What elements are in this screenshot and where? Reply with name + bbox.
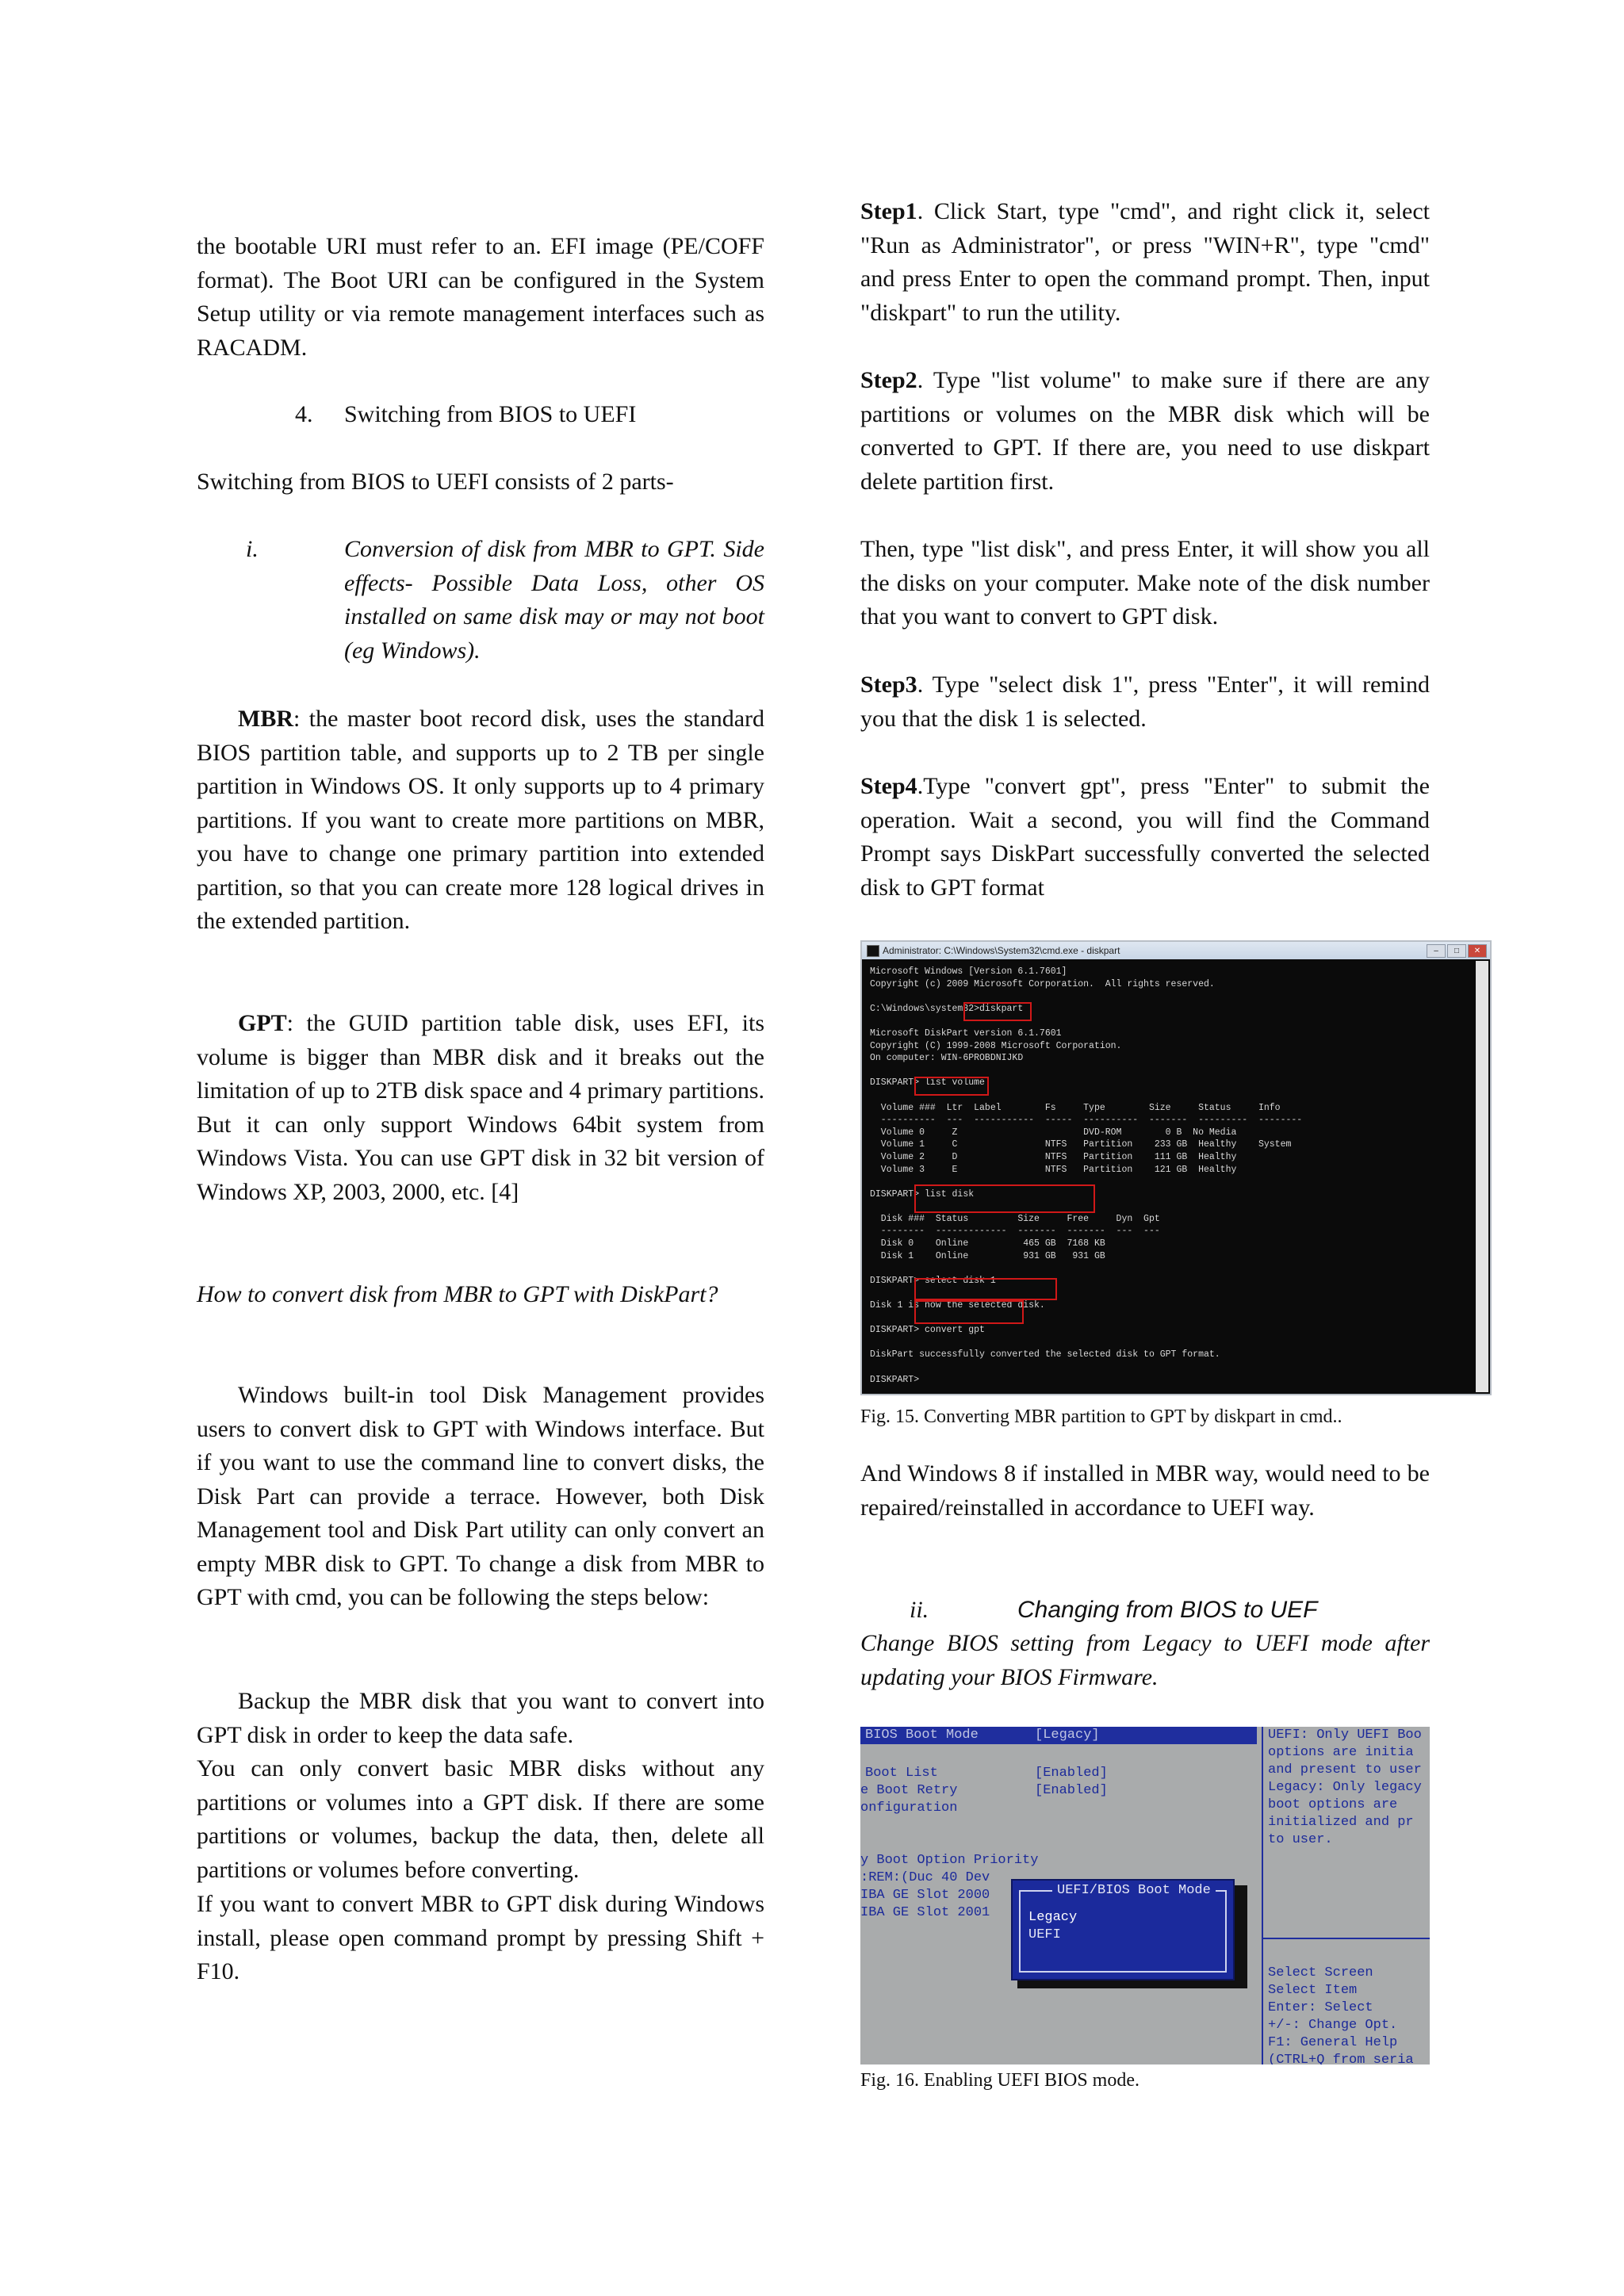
bios-help-line: initialized and pr <box>1268 1815 1414 1830</box>
cmd-title-bar <box>862 942 1490 959</box>
cmd-line: -------- ------------- ------- ------- --- --- <box>870 1226 1160 1237</box>
cmd-line <box>870 990 1471 1003</box>
bios-keys-text <box>1268 1965 1414 2064</box>
list-item-conversion: Conversion of disk from MBR to GPT. Side effects- Possible Data Loss, other OS installed on same disk may or may not boot (eg Windows). <box>344 536 764 664</box>
cmd-line: On computer: WIN-6PROBDNIJKD <box>870 1053 1024 1064</box>
step3 <box>860 668 1430 736</box>
step1-text: . Click Start, type "cmd", and right click it, select "Run as Administrator", or press "WIN+R", type "cmd" and press Enter to open the command prompt. Then, input "diskpart" to run the utility. <box>860 198 1430 326</box>
cmd-line: DISKPART> select disk 1 <box>870 1275 996 1286</box>
paragraph-mbr <box>197 702 764 939</box>
cmd-line: Disk 1 is now the selected disk. <box>870 1300 1045 1311</box>
bios-priority-item: IBA GE Slot 2000 <box>860 1888 990 1903</box>
bios-help-line: UEFI: Only UEFI Boo <box>1268 1728 1422 1743</box>
cmd-line: DISKPART> list volume <box>870 1077 985 1089</box>
bios-help-text <box>1268 1727 1422 1849</box>
highlight-select-disk <box>914 1278 1057 1300</box>
section-title: Switching from BIOS to UEFI <box>344 401 637 427</box>
bios-help-sidebar <box>1262 1727 1430 2064</box>
list-item-title-ii: Changing from BIOS to UEF <box>1017 1597 1318 1623</box>
cmd-line <box>870 1361 1471 1374</box>
bios-header-label: BIOS Boot Mode <box>865 1728 979 1743</box>
bios-key-line: Select Screen <box>1268 1965 1373 1980</box>
cmd-icon <box>867 945 879 957</box>
bios-help-line: options are initia <box>1268 1745 1414 1760</box>
paragraph-parts: Switching from BIOS to UEFI consists of 2 parts- <box>197 469 674 495</box>
cmd-line: Disk ### Status Size Free Dyn Gpt <box>870 1213 1160 1224</box>
minimize-icon[interactable]: – <box>1427 944 1446 958</box>
question-heading: How to convert disk from MBR to GPT with DiskPart? <box>197 1281 718 1307</box>
mbr-text: : the master boot record disk, uses the standard BIOS partition table, and supports up to 2 TB per single partition in Windows OS. It only supports up to 4 primary partitions. If you want to create more partitions on MBR, you have to change one primary partition into extended partition, so that you can create more 128 logical drives in the extended partition. <box>197 706 764 934</box>
cmd-line <box>870 1065 1471 1077</box>
bios-row-value: [Enabled] <box>1035 1766 1108 1781</box>
bios-help-line: boot options are <box>1268 1797 1398 1812</box>
cmd-line: Copyright (C) 1999-2008 Microsoft Corporation. <box>870 1040 1122 1051</box>
bios-help-line: Legacy: Only legacy <box>1268 1780 1422 1795</box>
cmd-line: ---------- --- ----------- ----- ---------- ------- --------- -------- <box>870 1115 1303 1126</box>
paragraph-backup: Backup the MBR disk that you want to convert into GPT disk in order to keep the data safe. <box>197 1688 764 1748</box>
cmd-scrollbar[interactable] <box>1476 961 1488 1392</box>
bios-key-line: Select Item <box>1268 1983 1358 1998</box>
bios-help-line: to user. <box>1268 1832 1333 1847</box>
step1-label: Step1 <box>860 198 917 224</box>
cmd-line: Copyright (c) 2009 Microsoft Corporation. All rights reserved. <box>870 978 1215 989</box>
cmd-line: Microsoft Windows [Version 6.1.7601] <box>870 966 1067 977</box>
paragraph-windows-8: And Windows 8 if installed in MBR way, would need to be repaired/reinstalled in accordance to UEFI way. <box>860 1460 1430 1521</box>
cmd-line: Volume 3 E NTFS Partition 121 GB Healthy <box>870 1164 1237 1175</box>
cmd-line: Volume ### Ltr Label Fs Type Size Status Info <box>870 1102 1281 1113</box>
cmd-line: DISKPART> list disk <box>870 1188 975 1200</box>
highlight-diskpart <box>963 1002 1032 1021</box>
paragraph-basic-disks: You can only convert basic MBR disks without any partitions or volumes into a GPT disk. If there are some partitions or volumes, backup the data, then, delete all partitions or volumes before converting. <box>197 1755 764 1883</box>
maximize-icon[interactable]: □ <box>1447 944 1466 958</box>
cmd-line <box>870 1262 1471 1275</box>
cmd-line: Volume 0 Z DVD-ROM 0 B No Media <box>870 1127 1237 1138</box>
bios-row-label: onfiguration <box>860 1800 958 1816</box>
bios-priority-item: IBA GE Slot 2001 <box>860 1905 990 1920</box>
paragraph-disk-management: Windows built-in tool Disk Management provides users to convert disk to GPT with Windows interface. But if you want to use the command line to convert disks, the Disk Part can provide a terrace. However, both Disk Management tool and Disk Part utility can only convert an empty MBR disk to GPT. To change a disk from MBR to GPT with cmd, you can be following the steps below: <box>197 1382 764 1610</box>
bios-row-label: e Boot Retry <box>860 1783 958 1798</box>
bios-row-label: Boot List <box>865 1766 938 1781</box>
cmd-line: C:\Windows\system32>diskpart <box>870 1003 1024 1014</box>
bios-key-line: (CTRL+Q from seria <box>1268 2053 1414 2064</box>
cmd-line: DISKPART> convert gpt <box>870 1325 985 1336</box>
cmd-title: Administrator: C:\Windows\System32\cmd.exe - diskpart <box>883 945 1120 956</box>
cmd-line: Disk 0 Online 465 GB 7168 KB <box>870 1238 1105 1249</box>
gpt-label: GPT <box>238 1010 287 1036</box>
figure-16-caption: Fig. 16. Enabling UEFI BIOS mode. <box>860 2070 1139 2091</box>
cmd-line: Microsoft DiskPart version 6.1.7601 <box>870 1027 1062 1039</box>
highlight-convert-gpt <box>914 1300 1024 1324</box>
paragraph-list-disk: Then, type "list disk", and press Enter, it will show you all the disks on your computer. Make note of the disk number that you want to convert to GPT disk. <box>860 536 1430 629</box>
step3-label: Step3 <box>860 672 917 698</box>
bios-priority-title: y Boot Option Priority <box>860 1853 1039 1868</box>
mbr-label: MBR <box>238 706 293 732</box>
list-item-bios-setting: Change BIOS setting from Legacy to UEFI mode after updating your BIOS Firmware. <box>860 1630 1430 1690</box>
popup-option-legacy[interactable]: Legacy <box>1028 1910 1078 1925</box>
bios-header-value: [Legacy] <box>1035 1728 1100 1743</box>
bios-priority-item: :REM:(Duc 40 Dev <box>860 1870 990 1885</box>
bios-help-line: and present to user <box>1268 1762 1422 1777</box>
bios-screen-figure <box>860 1727 1430 2064</box>
highlight-list-volume <box>914 1077 989 1096</box>
cmd-line: DiskPart successfully converted the selected disk to GPT format. <box>870 1349 1220 1360</box>
cmd-line: Volume 2 D NTFS Partition 111 GB Healthy <box>870 1151 1237 1162</box>
cmd-line <box>870 1337 1471 1349</box>
step2-label: Step2 <box>860 367 917 393</box>
popup-option-uefi[interactable]: UEFI <box>1028 1927 1061 1942</box>
step3-text: . Type "select disk 1", press "Enter", it will remind you that the disk 1 is selected. <box>860 672 1430 732</box>
cmd-line <box>870 1015 1471 1027</box>
close-icon[interactable]: ✕ <box>1468 944 1487 958</box>
cmd-window-figure <box>860 940 1492 1395</box>
step4-label: Step4 <box>860 773 917 799</box>
cmd-line: Disk 1 Online 931 GB 931 GB <box>870 1250 1105 1261</box>
cmd-line: Volume 1 C NTFS Partition 233 GB Healthy System <box>870 1139 1292 1150</box>
step2-text: . Type "list volume" to make sure if there are any partitions or volumes on the MBR disk which will be converted to GPT. If there are, you need to use diskpart delete partition first. <box>860 367 1430 495</box>
paragraph-windows-install: If you want to convert MBR to GPT disk during Windows install, please open command prompt by pressing Shift + F10. <box>197 1891 764 1984</box>
highlight-list-disk <box>914 1184 1095 1213</box>
step4 <box>860 770 1430 905</box>
paragraph-gpt <box>197 1007 764 1209</box>
bios-key-line: +/-: Change Opt. <box>1268 2018 1398 2033</box>
bios-header <box>860 1727 1257 1744</box>
step4-text: .Type "convert gpt", press "Enter" to submit the operation. Wait a second, you will find the Command Prompt says DiskPart successfully converted the selected disk to GPT format <box>860 773 1430 901</box>
bios-key-line: Enter: Select <box>1268 2000 1373 2015</box>
step2 <box>860 364 1430 499</box>
bios-key-line: F1: General Help <box>1268 2035 1398 2050</box>
section-number: 4. <box>295 401 313 427</box>
list-marker-ii: ii. <box>910 1597 929 1623</box>
cmd-line: DISKPART> <box>870 1374 920 1385</box>
figure-15-caption: Fig. 15. Converting MBR partition to GPT by diskpart in cmd.. <box>860 1406 1342 1427</box>
popup-title: UEFI/BIOS Boot Mode <box>1052 1882 1216 1900</box>
paragraph-boot-uri: the bootable URI must refer to an. EFI image (PE/COFF format). The Boot URI can be configured in the System Setup utility or via remote management interfaces such as RACADM. <box>197 233 764 361</box>
boot-mode-popup <box>1011 1879 1235 1980</box>
gpt-text: : the GUID partition table disk, uses EFI, its volume is bigger than MBR disk and it breaks out the limitation of up to 2TB disk space and 4 primary partitions. But it can only support Windows 64bit system from Windows Vista. You can use GPT disk in 32 bit version of Windows XP, 2003, 2000, etc. [4] <box>197 1010 764 1205</box>
bios-row-value: [Enabled] <box>1035 1783 1108 1798</box>
step1 <box>860 195 1430 330</box>
list-marker-i: i. <box>246 536 259 562</box>
